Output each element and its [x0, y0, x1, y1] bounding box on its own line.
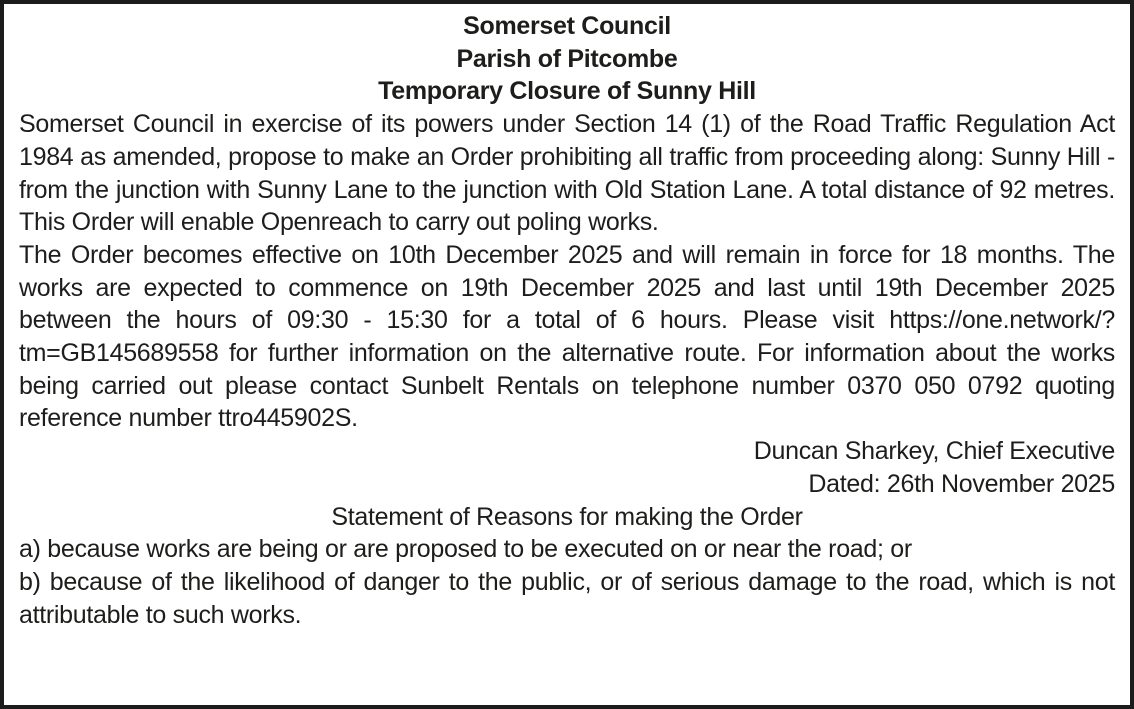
notice-title-subject: Temporary Closure of Sunny Hill: [378, 77, 756, 106]
notice-paragraph-order: Somerset Council in exercise of its powers under Section 14 (1) of the Road Traffic Regulation Act 1984 as amended, propose to make an Order prohibiting all traffic from proceeding along: Sunny Hill - from the junction with Sunny Lane to the junction with Old Station Lane. A total distance of 92 metres. This Order will enable Openreach to carry out poling works.: [19, 110, 1115, 237]
reason-item-a: a) because works are being or are proposed to be executed on or near the road; or: [19, 535, 912, 564]
statement-heading: Statement of Reasons for making the Order: [331, 502, 803, 531]
notice-title-authority: Somerset Council: [463, 12, 671, 40]
signature-name: Duncan Sharkey, Chief Executive: [753, 437, 1115, 466]
notice-paragraph-details: The Order becomes effective on 10th December 2025 and will remain in force for 18 months. The works are expected to commence on 19th December 2025 and last until 19th December 2025 between the hours of 09:30 - 15:30 for a total of 6 hours. Please visit https://one.network/?tm=GB145689558 for further information on the alternative route. For information about the works being carried out please contact Sunbelt Rentals on telephone number 0370 050 0792 quoting reference number ttro445902S.: [19, 240, 1115, 433]
reason-item-b: b) because of the likelihood of danger to the public, or of serious damage to the road, which is not attributable to such works.: [19, 567, 1115, 629]
signature-date: Dated: 26th November 2025: [808, 469, 1115, 498]
notice-title-parish: Parish of Pitcombe: [456, 44, 678, 73]
